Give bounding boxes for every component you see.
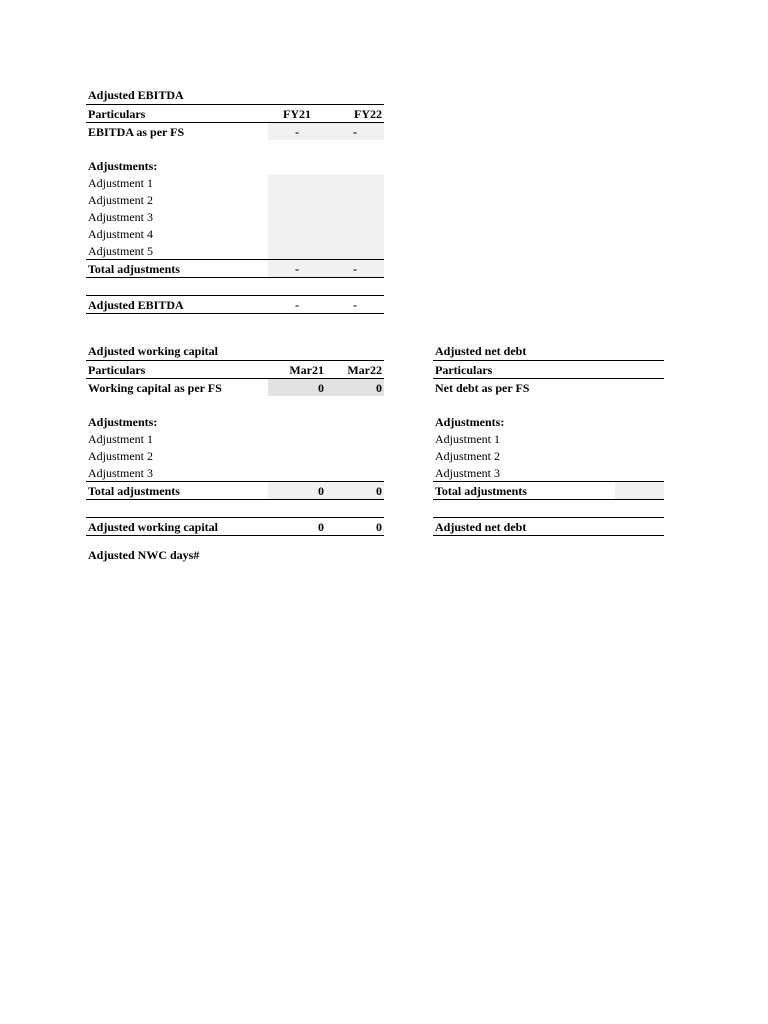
net-debt-title: Adjusted net debt bbox=[435, 344, 527, 358]
nd-adjustments-heading: Adjustments: bbox=[435, 415, 505, 429]
nwc-days-label: Adjusted NWC days# bbox=[88, 548, 200, 562]
working-capital-title: Adjusted working capital bbox=[88, 344, 219, 358]
nd-per-fs-row: Net debt as per FS bbox=[433, 379, 664, 397]
working-capital-table bbox=[86, 360, 384, 536]
ebitda-adjustments-heading: Adjustments: bbox=[88, 159, 158, 173]
table-row: Adjustment 3 bbox=[88, 466, 153, 480]
wc-header-row bbox=[86, 361, 384, 379]
ebitda-table bbox=[86, 104, 384, 314]
nd-adjusted-row: Adjusted net debt bbox=[433, 518, 664, 536]
header-mar21: Mar21 bbox=[268, 361, 326, 379]
table-row: Adjustment 3 bbox=[435, 466, 500, 480]
ebitda-per-fs-row bbox=[86, 123, 384, 141]
nd-header-row bbox=[433, 361, 664, 379]
table-row: Adjustment 1 bbox=[88, 432, 153, 446]
table-row: Adjustment 5 bbox=[86, 242, 384, 260]
ebitda-header-row bbox=[86, 105, 384, 123]
ebitda-total-row: Total adjustments - - bbox=[86, 260, 384, 278]
header-fy21: FY21 bbox=[268, 105, 326, 123]
wc-adjusted-row: Adjusted working capital 0 0 bbox=[86, 518, 384, 536]
table-row: Adjustment 3 bbox=[86, 208, 384, 225]
header-particulars: Particulars bbox=[86, 361, 268, 379]
wc-total-row: Total adjustments 0 0 bbox=[86, 482, 384, 500]
table-row: Adjustment 1 bbox=[435, 432, 500, 446]
header-mar22: Mar22 bbox=[326, 361, 384, 379]
table-row: Adjustment 4 bbox=[86, 225, 384, 242]
table-row: Adjustment 2 bbox=[88, 449, 153, 463]
cell-fy22: - bbox=[326, 123, 384, 141]
ebitda-title: Adjusted EBITDA bbox=[88, 88, 184, 102]
table-row: Adjustment 2 bbox=[435, 449, 500, 463]
wc-per-fs-row: Working capital as per FS 0 0 bbox=[86, 379, 384, 397]
row-label: Working capital as per FS bbox=[86, 379, 268, 397]
net-debt-table bbox=[433, 360, 664, 536]
header-particulars: Particulars bbox=[433, 361, 615, 379]
ebitda-adjusted-row: Adjusted EBITDA - - bbox=[86, 296, 384, 314]
wc-adjustments-heading: Adjustments: bbox=[88, 415, 158, 429]
row-label: EBITDA as per FS bbox=[86, 123, 268, 141]
table-row: Adjustment 1 bbox=[86, 174, 384, 191]
nd-total-row: Total adjustments bbox=[433, 482, 664, 500]
table-row: Adjustment 2 bbox=[86, 191, 384, 208]
cell-fy21: - bbox=[268, 123, 326, 141]
header-fy22: FY22 bbox=[326, 105, 384, 123]
header-particulars: Particulars bbox=[86, 105, 268, 123]
